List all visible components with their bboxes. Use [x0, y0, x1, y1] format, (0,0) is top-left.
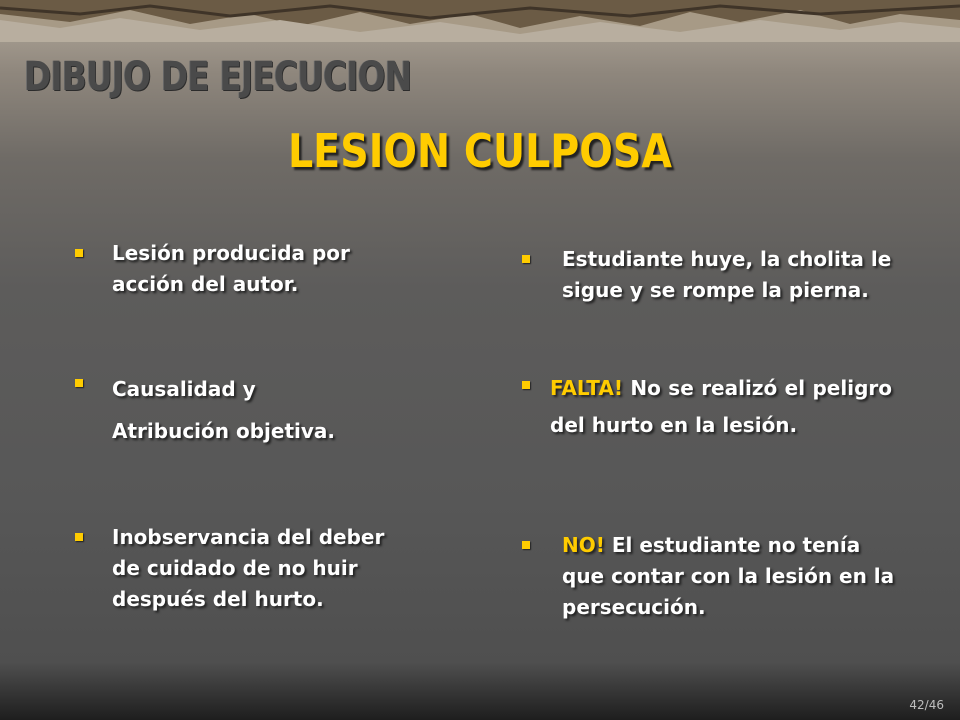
bullet-marker-icon — [522, 541, 530, 549]
slide-title: LESION CULPOSA — [287, 124, 673, 178]
bullet-marker-icon — [75, 379, 83, 387]
left-bullet-2 — [75, 368, 375, 452]
right-bullet-2-body: No se realizó el peligro del hurto en la lesión. — [550, 376, 892, 437]
bullet-marker-icon — [75, 533, 83, 541]
right-bullet-3 — [522, 530, 912, 623]
left-bullet-3 — [75, 522, 395, 615]
bullet-marker-icon — [75, 249, 83, 257]
left-bullet-2-text: Causalidad y Atribución objetiva. — [112, 377, 335, 443]
right-bullet-1 — [522, 244, 902, 306]
decorative-banner — [0, 0, 960, 42]
right-bullet-2-text — [550, 370, 892, 444]
left-bullet-1 — [75, 238, 375, 300]
right-bullet-3-text — [562, 530, 907, 623]
right-bullet-1-text: Estudiante huye, la cholita le sigue y se rompe la pierna. — [562, 247, 892, 302]
right-bullet-2-highlight: FALTA! — [550, 376, 623, 400]
slide-heading: DIBUJO DE EJECUCION — [24, 54, 412, 100]
right-bullet-2 — [522, 370, 892, 444]
right-bullet-3-body: El estudiante no tenía que contar con la lesión en la persecución. — [562, 533, 895, 619]
left-bullet-3-text: Inobservancia del deber de cuidado de no huir después del hurto. — [112, 525, 385, 611]
bullet-marker-icon — [522, 381, 530, 389]
page-number: 42/46 — [909, 698, 944, 712]
right-bullet-3-highlight: NO! — [562, 533, 605, 557]
left-bullet-1-text: Lesión producida por acción del autor. — [112, 241, 350, 296]
bullet-marker-icon — [522, 255, 530, 263]
